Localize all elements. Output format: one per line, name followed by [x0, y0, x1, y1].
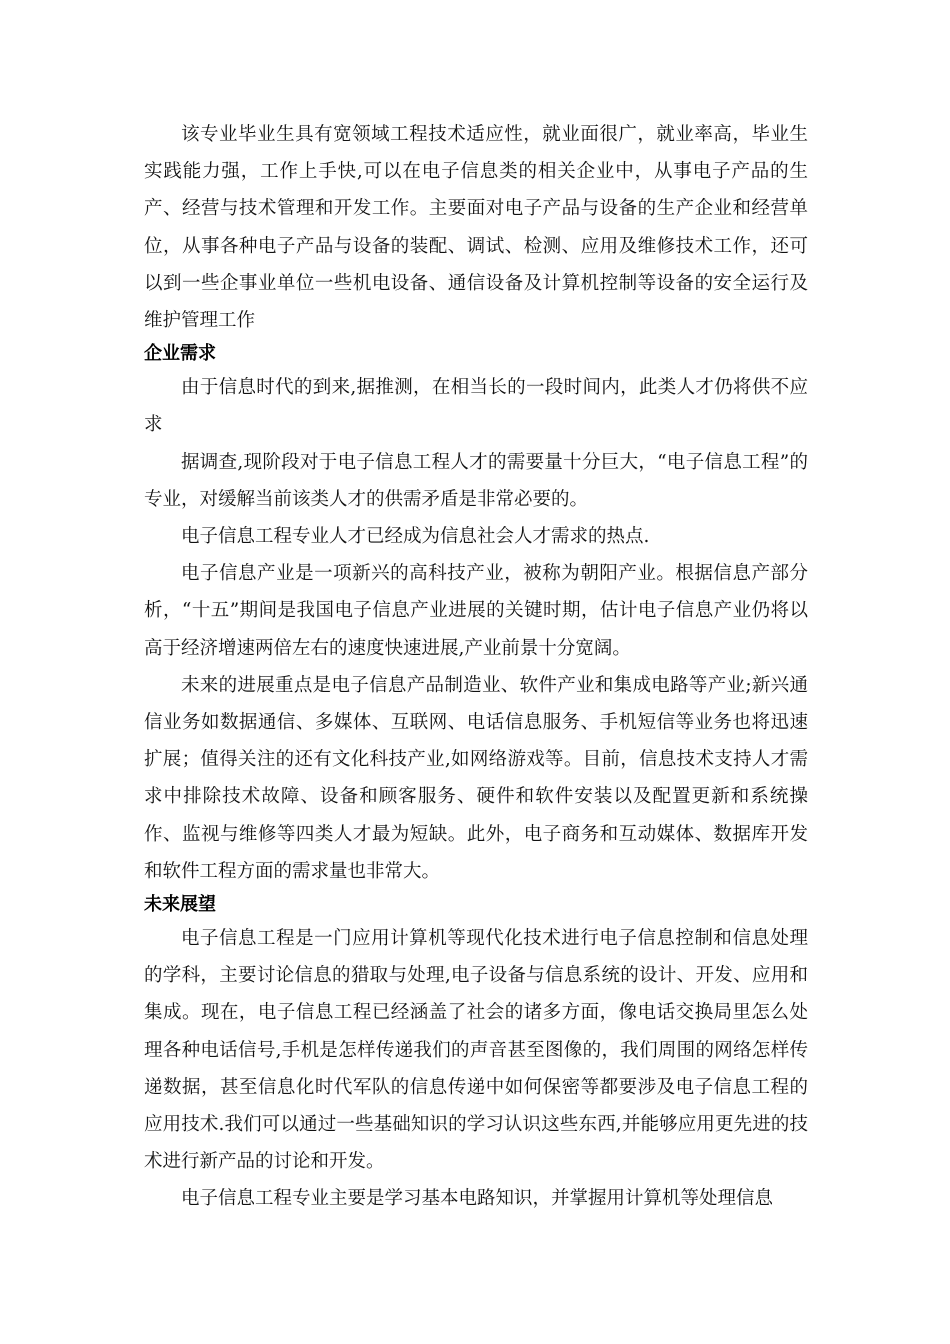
- section-heading-outlook: 未来展望: [144, 894, 216, 916]
- section-heading-demand: 企业需求: [144, 343, 216, 365]
- demand-paragraph: 电子信息产业是一项新兴的高科技产业，被称为朝阳产业。根据信息产部分析，“十五”期间是我国电子信息产业进展的关键时期，估计电子信息产业仍将以高于经济增速两倍左右的速度快速进展,产业前景十分宽阔。: [144, 563, 808, 659]
- demand-paragraph: 电子信息工程专业人才已经成为信息社会人才需求的热点.: [181, 526, 650, 548]
- demand-paragraph: 据调查,现阶段对于电子信息工程人才的需要量十分巨大，“电子信息工程”的专业，对缓解当前该类人才的供需矛盾是非常必要的。: [144, 451, 808, 510]
- intro-paragraph: 该专业毕业生具有宽领域工程技术适应性，就业面很广，就业率高，毕业生实践能力强，工作上手快,可以在电子信息类的相关企业中，从事电子产品的生产、经营与技术管理和开发工作。主要面对电子产品与设备的生产企业和经营单位，从事各种电子产品与设备的装配、调试、检测、应用及维修技术工作，还可以到一些企事业单位一些机电设备、通信设备及计算机控制等设备的安全运行及维护管理工作: [144, 124, 808, 332]
- document-page: [144, 116, 808, 1218]
- outlook-paragraph: 电子信息工程是一门应用计算机等现代化技术进行电子信息控制和信息处理的学科，主要讨论信息的猎取与处理,电子设备与信息系统的设计、开发、应用和集成。现在，电子信息工程已经涵盖了社会的诸多方面，像电话交换局里怎么处理各种电话信号,手机是怎样传递我们的声音甚至图像的，我们周围的网络怎样传递数据，甚至信息化时代军队的信息传递中如何保密等都要涉及电子信息工程的应用技术.我们可以通过一些基础知识的学习认识这些东西,并能够应用更先进的技术进行新产品的讨论和开发。: [144, 928, 808, 1173]
- demand-paragraph: 由于信息时代的到来,据推测，在相当长的一段时间内，此类人才仍将供不应求: [144, 377, 808, 436]
- outlook-paragraph: 电子信息工程专业主要是学习基本电路知识，并掌握用计算机等处理信息: [181, 1188, 774, 1210]
- demand-paragraph: 未来的进展重点是电子信息产品制造业、软件产业和集成电路等产业;新兴通信业务如数据通信、多媒体、互联网、电话信息服务、手机短信等业务也将迅速扩展；值得关注的还有文化科技产业,如网络游戏等。目前，信息技术支持人才需求中排除技术故障、设备和顾客服务、硬件和软件安装以及配置更新和系统操作、监视与维修等四类人才最为短缺。此外，电子商务和互动媒体、数据库开发和软件工程方面的需求量也非常大。: [144, 674, 808, 882]
